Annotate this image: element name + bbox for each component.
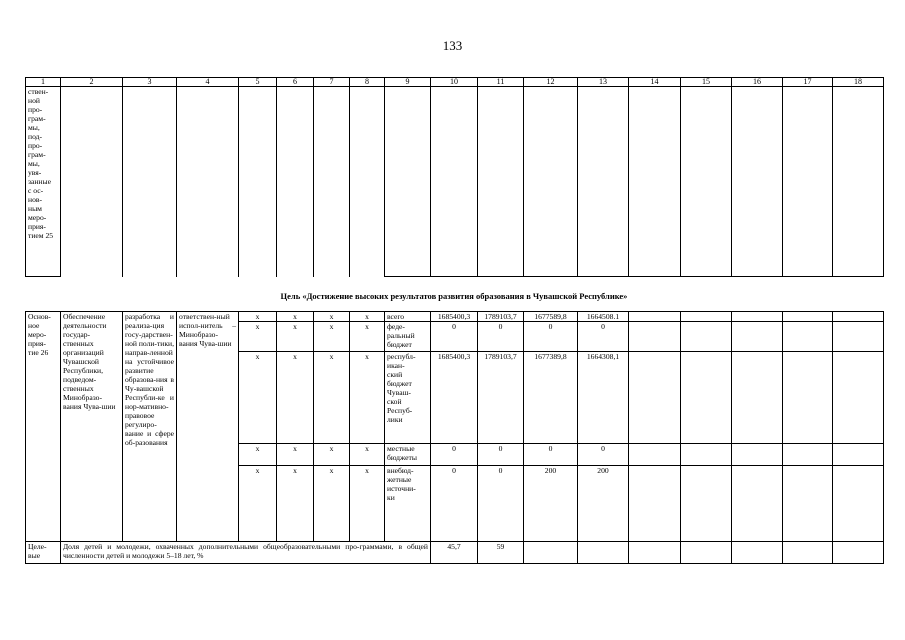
column-header: 11 xyxy=(478,78,524,87)
amount-cell: 1685400,3 xyxy=(431,312,478,322)
funding-source: всего xyxy=(385,312,431,322)
funding-source: республ- икан- ский бюджет Чуваш- ской Респуб- лики xyxy=(385,352,431,444)
amount-cell: 0 xyxy=(431,444,478,466)
column-header: 16 xyxy=(732,78,783,87)
indicator-label: Целе- вые xyxy=(26,542,61,564)
funding-source: феде- ральный бюджет xyxy=(385,322,431,352)
indicator-value: 45,7 xyxy=(431,542,478,564)
budget-table-continuation xyxy=(25,77,884,277)
code-cell: х xyxy=(314,444,350,466)
funding-source: местные бюджеты xyxy=(385,444,431,466)
amount-cell: 1685400,3 xyxy=(431,352,478,444)
goal-heading: Цель «Достижение высоких результатов развития образования в Чувашской Республике» xyxy=(280,291,628,301)
amount-cell: 200 xyxy=(578,466,629,542)
code-cell: х xyxy=(314,466,350,542)
column-header: 2 xyxy=(61,78,123,87)
amount-cell: 0 xyxy=(578,444,629,466)
code-cell: х xyxy=(239,466,277,542)
amount-cell: 0 xyxy=(524,322,578,352)
amount-cell: 0 xyxy=(524,444,578,466)
column-header: 15 xyxy=(681,78,732,87)
amount-cell: 1664308,1 xyxy=(578,352,629,444)
code-cell: х xyxy=(314,322,350,352)
code-cell: х xyxy=(350,312,385,322)
code-cell: х xyxy=(277,352,314,444)
indicator-value: 59 xyxy=(478,542,524,564)
event-name: Обеспечение деятельности государ-ственных организаций Чувашской Республики, подведом-ственных Минобразо-вания Чува-шии xyxy=(61,312,123,542)
amount-cell: 0 xyxy=(431,322,478,352)
column-header: 4 xyxy=(177,78,239,87)
amount-cell: 1664508.1 xyxy=(578,312,629,322)
column-header: 8 xyxy=(350,78,385,87)
column-header: 1 xyxy=(26,78,61,87)
column-number-row xyxy=(26,78,884,87)
event-executor: ответствен-ный испол-нитель – Минобразо-вания Чува-шии xyxy=(177,312,239,542)
column-header: 17 xyxy=(783,78,833,87)
amount-cell: 1677389,8 xyxy=(524,352,578,444)
amount-cell: 0 xyxy=(478,322,524,352)
column-header: 14 xyxy=(629,78,681,87)
column-header: 9 xyxy=(385,78,431,87)
amount-cell: 1789103,7 xyxy=(478,312,524,322)
indicator-row xyxy=(26,542,884,564)
amount-cell: 1789103,7 xyxy=(478,352,524,444)
budget-table-goal xyxy=(25,311,884,564)
code-cell: х xyxy=(350,444,385,466)
page-number: 133 xyxy=(442,38,463,53)
code-cell: х xyxy=(314,352,350,444)
code-cell: х xyxy=(277,466,314,542)
amount-cell: 0 xyxy=(578,322,629,352)
column-header: 6 xyxy=(277,78,314,87)
column-header: 7 xyxy=(314,78,350,87)
amount-cell: 0 xyxy=(478,466,524,542)
amount-cell: 200 xyxy=(524,466,578,542)
continuation-cell: ствен- ной про- грам- мы, под- про- грам- мы, увя- занные с ос- нов- ным меро- прия- тием 25 xyxy=(26,87,61,277)
column-header: 13 xyxy=(578,78,629,87)
funding-row xyxy=(26,312,884,322)
amount-cell: 1677589,8 xyxy=(524,312,578,322)
code-cell: х xyxy=(350,322,385,352)
column-header: 12 xyxy=(524,78,578,87)
code-cell: х xyxy=(239,322,277,352)
code-cell: х xyxy=(350,352,385,444)
code-cell: х xyxy=(277,444,314,466)
code-cell: х xyxy=(350,466,385,542)
event-description: разработка и реализа-ция госу-дарствен-ной поли-тики, направ-ленной на устойчивое развитие образова-ния в Чу-вашской Республи-ке и нор-мативно-правовое регулиро-вание и сфере об-разования xyxy=(123,312,177,542)
column-header: 3 xyxy=(123,78,177,87)
event-label: Основ- ное меро- прия- тие 26 xyxy=(26,312,61,542)
amount-cell: 0 xyxy=(478,444,524,466)
code-cell: х xyxy=(239,312,277,322)
continuation-row xyxy=(26,87,884,277)
funding-source: внебюд- жетные источни- ки xyxy=(385,466,431,542)
column-header: 10 xyxy=(431,78,478,87)
code-cell: х xyxy=(239,444,277,466)
code-cell: х xyxy=(239,352,277,444)
column-header: 5 xyxy=(239,78,277,87)
code-cell: х xyxy=(314,312,350,322)
indicator-text: Доля детей и молодежи, охваченных дополнительными общеобразовательными про-граммами, в общей численности детей и молодежи 5–18 лет, % xyxy=(61,542,431,564)
code-cell: х xyxy=(277,312,314,322)
amount-cell: 0 xyxy=(431,466,478,542)
column-header: 18 xyxy=(833,78,884,87)
code-cell: х xyxy=(277,322,314,352)
